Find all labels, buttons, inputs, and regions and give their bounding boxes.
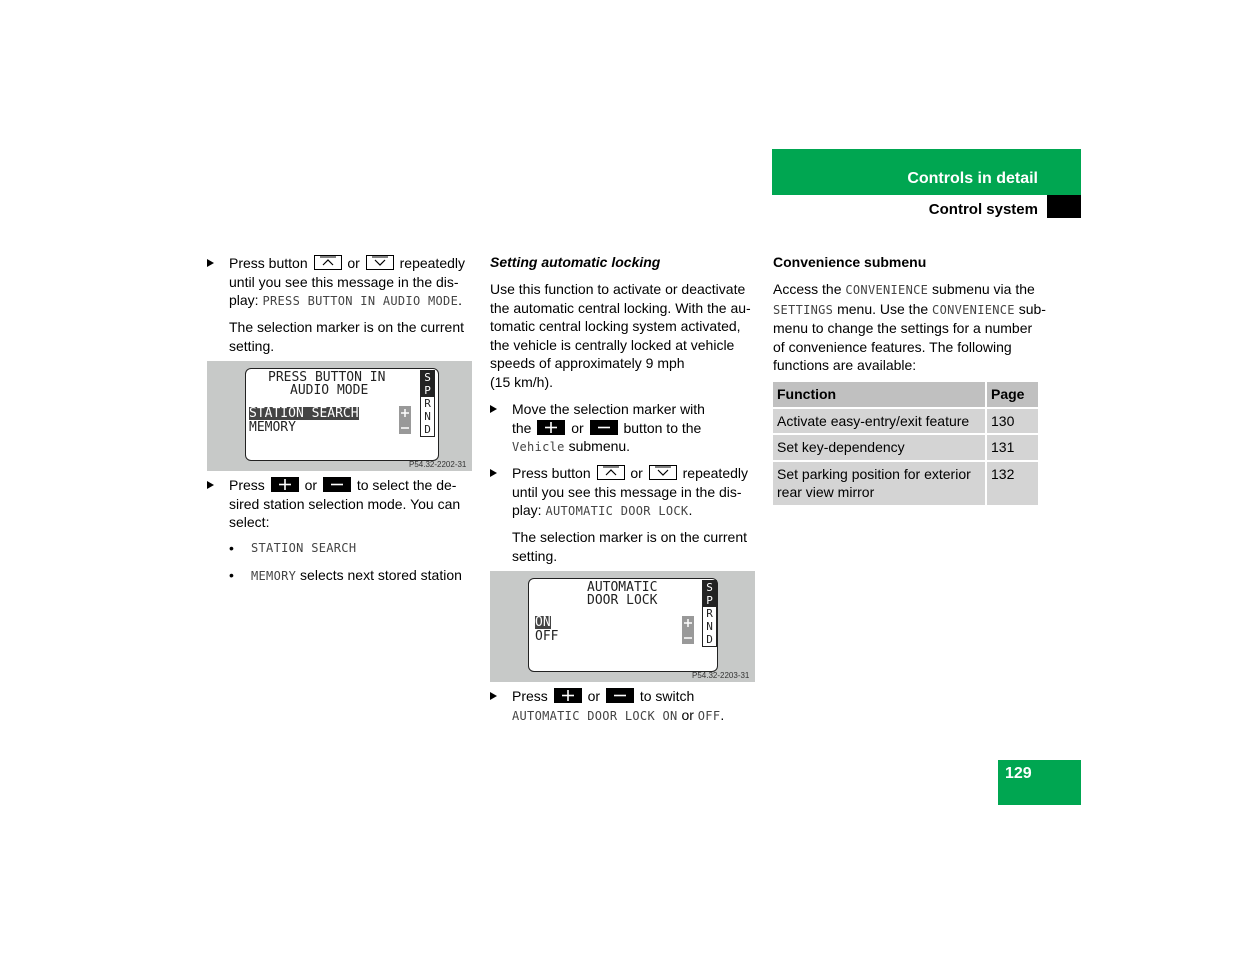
note-selection-marker-2: The selection marker is on the current setting.: [512, 529, 747, 564]
display-line2: DOOR LOCK: [587, 593, 658, 608]
minus-icon: [323, 477, 351, 492]
triangle-bullet-icon: [490, 405, 497, 413]
heading-convenience-submenu: Convenience submenu: [773, 254, 927, 270]
table-row: Set parking position for exterior rear view mirror 132: [772, 461, 1039, 506]
column-header-function: Function: [772, 381, 986, 408]
triangle-bullet-icon: [490, 692, 497, 700]
table-row: Activate easy-entry/exit feature 130: [772, 408, 1039, 435]
figure-code: P54.32-2202-31: [409, 460, 467, 469]
chevron-down-icon: [649, 465, 677, 480]
table-row: Set key-dependency 131: [772, 434, 1039, 461]
display-line1: AUTOMATIC: [587, 580, 658, 595]
display-option: MEMORY: [249, 420, 296, 435]
function-table: [771, 380, 1040, 507]
section-title: Controls in detail: [907, 170, 1038, 187]
heading-setting-automatic-locking: Setting automatic locking: [490, 254, 661, 270]
column-header-page: Page: [986, 381, 1039, 408]
step-press-plus-minus: Press or to select the de- sired station selection mode. You can select:: [207, 476, 475, 532]
gear-indicator: S P R N D: [702, 580, 717, 647]
plus-minus-indicator: [399, 406, 411, 434]
note-selection-marker: The selection marker is on the current setting.: [229, 319, 464, 354]
step-press-switch: Press or to switch AUTOMATIC DOOR LOCK ON or OFF.: [490, 687, 758, 725]
plus-icon: [554, 688, 582, 703]
triangle-bullet-icon: [207, 259, 214, 267]
figure-code: P54.32-2203-31: [692, 671, 750, 680]
gear-indicator: S P R N D: [420, 370, 435, 437]
intro-paragraph: Use this function to activate or deactivate the automatic central locking. With the au- tomatic central locking system activated, the vehicle is centrally locked at vehicle speeds of approximately 9 mph (15 km/h).: [490, 281, 751, 390]
display-option-selected: ON: [535, 615, 551, 630]
triangle-bullet-icon: [207, 481, 214, 489]
page-number: 129: [1005, 765, 1032, 782]
plus-icon: [271, 477, 299, 492]
header-black-tab: [1047, 195, 1081, 218]
table-header-row: [772, 381, 1039, 408]
plus-minus-indicator: [682, 616, 694, 644]
chevron-up-icon: [314, 255, 342, 270]
step-press-up-down-2: Press button or repeatedly until you see this message in the dis- play: AUTOMATIC DOOR LOCK.: [490, 464, 758, 521]
chevron-up-icon: [597, 465, 625, 480]
plus-icon: [537, 420, 565, 435]
subsection-title: Control system: [928, 201, 1038, 218]
display-line2: AUDIO MODE: [290, 383, 369, 398]
step-move-marker: Move the selection marker with the or button to the Vehicle submenu.: [490, 400, 758, 457]
display-illustration-audio: [207, 361, 472, 471]
triangle-bullet-icon: [490, 469, 497, 477]
step-press-up-down: Press button or repeatedly until you see this message in the dis- play: PRESS BUTTON IN AUDIO MODE.: [207, 254, 475, 311]
minus-icon: [606, 688, 634, 703]
display-line1: PRESS BUTTON IN: [268, 370, 386, 385]
display-option-selected: STATION SEARCH: [249, 406, 359, 421]
chevron-down-icon: [366, 255, 394, 270]
convenience-paragraph: Access the CONVENIENCE submenu via the SETTINGS menu. Use the CONVENIENCE sub- menu to change the settings for a number of convenience features. The following functions are available:: [773, 281, 1046, 373]
display-illustration-door-lock: [490, 571, 755, 682]
minus-icon: [590, 420, 618, 435]
display-option: OFF: [535, 629, 559, 644]
